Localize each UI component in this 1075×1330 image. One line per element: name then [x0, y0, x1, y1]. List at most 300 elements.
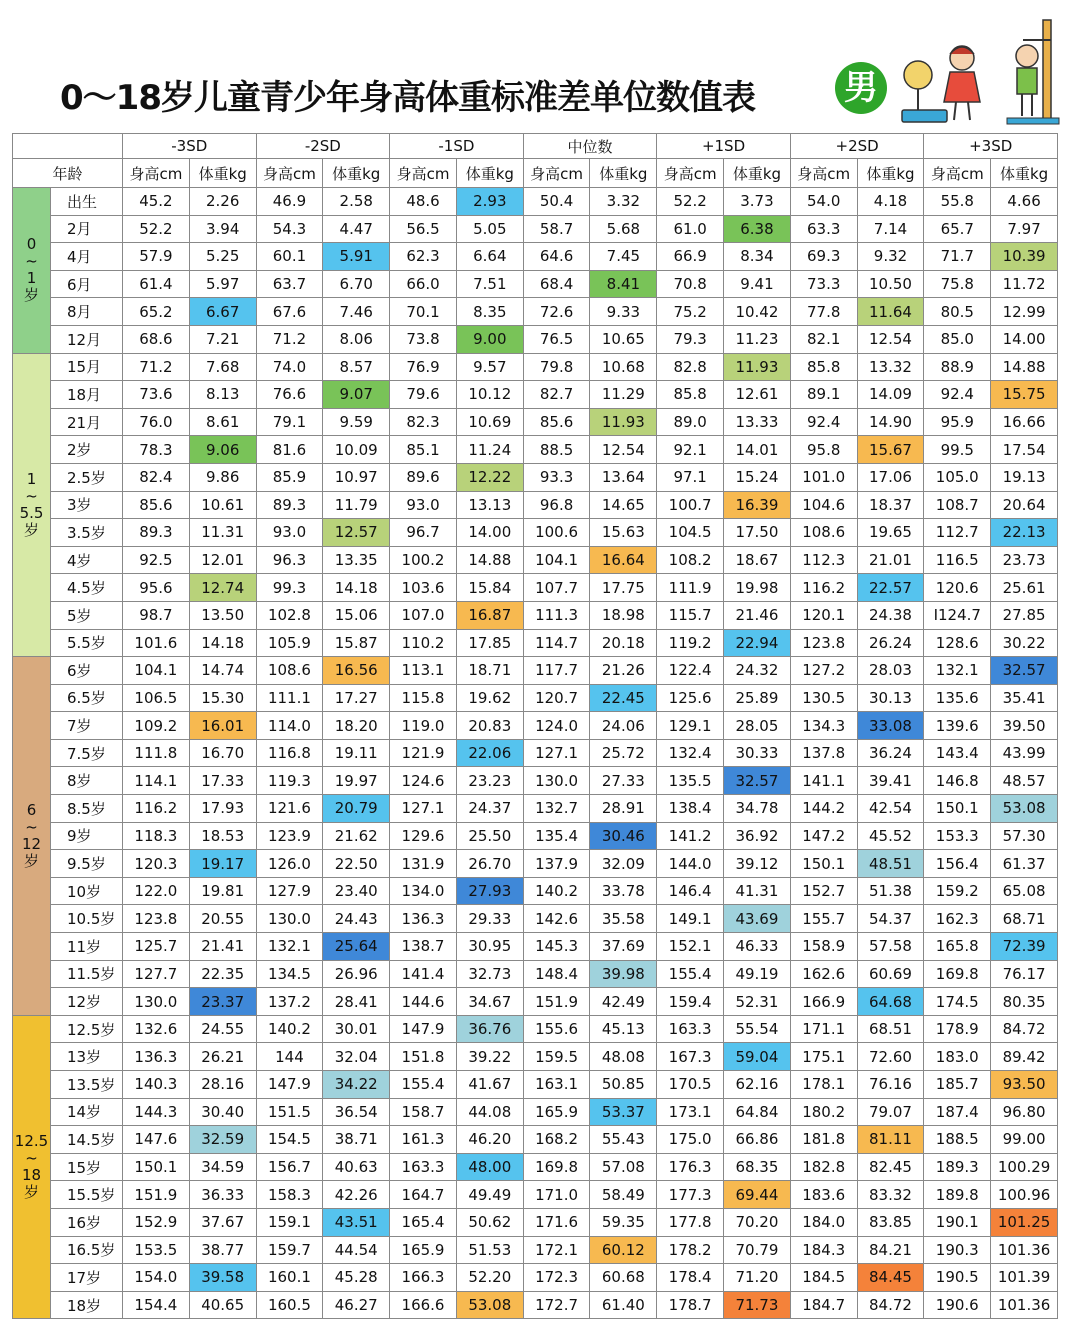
weight-cell: 84.72: [991, 1015, 1058, 1043]
table-row: [13, 353, 1058, 381]
height-cell: 78.3: [123, 436, 190, 464]
age-cell: 6月: [51, 270, 123, 298]
height-cell: 111.9: [657, 574, 724, 602]
weight-cell: 18.53: [189, 822, 256, 850]
weight-cell: 17.33: [189, 767, 256, 795]
height-cell: 82.7: [523, 381, 590, 409]
height-cell: 115.7: [657, 601, 724, 629]
height-cell: 156.4: [924, 850, 991, 878]
weight-cell: 20.18: [590, 629, 657, 657]
height-cell: 136.3: [123, 1043, 190, 1071]
height-cell: 139.6: [924, 712, 991, 740]
age-cell: 13.5岁: [51, 1071, 123, 1099]
weight-cell: 10.61: [189, 491, 256, 519]
height-cell: 108.2: [657, 546, 724, 574]
table-row: [13, 877, 1058, 905]
weight-cell: 53.08: [991, 795, 1058, 823]
weight-cell: 36.92: [724, 822, 791, 850]
height-cell: 60.1: [256, 243, 323, 271]
weight-cell: 15.30: [189, 684, 256, 712]
weight-cell: 39.22: [456, 1043, 523, 1071]
height-column-header: 身高cm: [390, 159, 457, 188]
weight-cell: 57.30: [991, 822, 1058, 850]
height-cell: 116.2: [790, 574, 857, 602]
height-cell: 132.1: [256, 933, 323, 961]
weight-cell: 2.93: [456, 188, 523, 216]
weight-cell: 15.24: [724, 463, 791, 491]
weight-cell: 62.16: [724, 1071, 791, 1099]
height-cell: 122.4: [657, 657, 724, 685]
age-cell: 15岁: [51, 1153, 123, 1181]
height-cell: 103.6: [390, 574, 457, 602]
weight-cell: 54.37: [857, 905, 924, 933]
weight-cell: 20.64: [991, 491, 1058, 519]
height-cell: 71.2: [123, 353, 190, 381]
table-row: [13, 601, 1058, 629]
height-cell: 79.1: [256, 408, 323, 436]
height-cell: 69.3: [790, 243, 857, 271]
weight-cell: 64.84: [724, 1098, 791, 1126]
height-cell: 48.6: [390, 188, 457, 216]
weight-cell: 25.64: [323, 933, 390, 961]
height-cell: 54.0: [790, 188, 857, 216]
height-cell: 61.0: [657, 215, 724, 243]
table-row: [13, 960, 1058, 988]
height-cell: 150.1: [924, 795, 991, 823]
height-cell: 129.6: [390, 822, 457, 850]
weight-cell: 48.51: [857, 850, 924, 878]
height-cell: 159.5: [523, 1043, 590, 1071]
weight-cell: 19.11: [323, 739, 390, 767]
table-row: [13, 1236, 1058, 1264]
height-cell: 132.7: [523, 795, 590, 823]
weight-cell: 59.04: [724, 1043, 791, 1071]
weight-cell: 38.71: [323, 1126, 390, 1154]
height-cell: 104.1: [523, 546, 590, 574]
weight-cell: 14.74: [189, 657, 256, 685]
height-cell: 183.0: [924, 1043, 991, 1071]
height-cell: 190.5: [924, 1264, 991, 1292]
weight-cell: 30.01: [323, 1015, 390, 1043]
height-cell: 111.1: [256, 684, 323, 712]
table-row: [13, 988, 1058, 1016]
height-cell: 143.4: [924, 739, 991, 767]
weight-cell: 14.01: [724, 436, 791, 464]
age-column-header: 年龄: [13, 159, 123, 188]
weight-cell: 89.42: [991, 1043, 1058, 1071]
weight-cell: 39.41: [857, 767, 924, 795]
sd-header: +1SD: [657, 134, 791, 159]
weight-cell: 19.13: [991, 463, 1058, 491]
age-cell: 14岁: [51, 1098, 123, 1126]
weight-cell: 13.32: [857, 353, 924, 381]
height-cell: 114.1: [123, 767, 190, 795]
weight-cell: 24.55: [189, 1015, 256, 1043]
age-cell: 5岁: [51, 601, 123, 629]
age-cell: 3岁: [51, 491, 123, 519]
weight-cell: 34.22: [323, 1071, 390, 1099]
age-cell: 16岁: [51, 1208, 123, 1236]
weight-cell: 68.51: [857, 1015, 924, 1043]
height-cell: 166.3: [390, 1264, 457, 1292]
height-cell: 144: [256, 1043, 323, 1071]
height-cell: 80.5: [924, 298, 991, 326]
weight-cell: 36.76: [456, 1015, 523, 1043]
table-row: [13, 1181, 1058, 1209]
height-cell: 163.1: [523, 1071, 590, 1099]
height-cell: 116.2: [123, 795, 190, 823]
height-cell: 66.0: [390, 270, 457, 298]
height-cell: 137.2: [256, 988, 323, 1016]
weight-cell: 12.22: [456, 463, 523, 491]
height-cell: 100.7: [657, 491, 724, 519]
height-cell: 135.4: [523, 822, 590, 850]
height-cell: 118.3: [123, 822, 190, 850]
height-column-header: 身高cm: [924, 159, 991, 188]
weight-cell: 83.85: [857, 1208, 924, 1236]
weight-cell: 8.06: [323, 325, 390, 353]
height-cell: 182.8: [790, 1153, 857, 1181]
height-cell: 55.8: [924, 188, 991, 216]
height-cell: 190.1: [924, 1208, 991, 1236]
weight-cell: 42.49: [590, 988, 657, 1016]
weight-cell: 45.28: [323, 1264, 390, 1292]
age-cell: 2.5岁: [51, 463, 123, 491]
table-row: [13, 1153, 1058, 1181]
weight-cell: 14.00: [991, 325, 1058, 353]
weight-cell: 39.98: [590, 960, 657, 988]
weight-cell: 34.67: [456, 988, 523, 1016]
weight-cell: 39.50: [991, 712, 1058, 740]
height-cell: 165.4: [390, 1208, 457, 1236]
weight-cell: 30.13: [857, 684, 924, 712]
age-cell: 15.5岁: [51, 1181, 123, 1209]
weight-cell: 17.75: [590, 574, 657, 602]
height-cell: 164.7: [390, 1181, 457, 1209]
height-cell: 114.7: [523, 629, 590, 657]
weight-cell: 13.50: [189, 601, 256, 629]
weight-cell: 8.57: [323, 353, 390, 381]
weight-cell: 22.50: [323, 850, 390, 878]
weight-cell: 40.63: [323, 1153, 390, 1181]
weight-cell: 68.71: [991, 905, 1058, 933]
height-cell: 76.5: [523, 325, 590, 353]
height-cell: 73.8: [390, 325, 457, 353]
weight-cell: 30.95: [456, 933, 523, 961]
height-cell: 125.7: [123, 933, 190, 961]
weight-cell: 8.35: [456, 298, 523, 326]
height-cell: 147.9: [256, 1071, 323, 1099]
weight-cell: 6.38: [724, 215, 791, 243]
weight-cell: 5.25: [189, 243, 256, 271]
weight-cell: 11.24: [456, 436, 523, 464]
height-cell: 155.4: [657, 960, 724, 988]
weight-cell: 18.71: [456, 657, 523, 685]
height-cell: 101.0: [790, 463, 857, 491]
height-cell: 108.6: [256, 657, 323, 685]
weight-cell: 100.29: [991, 1153, 1058, 1181]
height-cell: 165.9: [390, 1236, 457, 1264]
height-cell: 148.4: [523, 960, 590, 988]
height-cell: 85.1: [390, 436, 457, 464]
weight-cell: 34.78: [724, 795, 791, 823]
height-cell: 108.6: [790, 519, 857, 547]
height-cell: 178.2: [657, 1236, 724, 1264]
height-cell: 61.4: [123, 270, 190, 298]
weight-cell: 18.67: [724, 546, 791, 574]
weight-cell: 81.11: [857, 1126, 924, 1154]
height-cell: 189.3: [924, 1153, 991, 1181]
height-cell: 132.6: [123, 1015, 190, 1043]
weight-cell: 25.72: [590, 739, 657, 767]
height-cell: 171.0: [523, 1181, 590, 1209]
age-group-label: 1 ~ 5.5 岁: [13, 353, 51, 657]
weight-cell: 5.91: [323, 243, 390, 271]
table-row: [13, 657, 1058, 685]
height-cell: 96.3: [256, 546, 323, 574]
weight-cell: 61.40: [590, 1291, 657, 1319]
weight-cell: 17.50: [724, 519, 791, 547]
height-cell: 138.4: [657, 795, 724, 823]
height-cell: 70.1: [390, 298, 457, 326]
age-cell: 11.5岁: [51, 960, 123, 988]
height-cell: 85.8: [657, 381, 724, 409]
height-cell: 82.3: [390, 408, 457, 436]
weight-cell: 43.99: [991, 739, 1058, 767]
weight-cell: 25.89: [724, 684, 791, 712]
height-cell: 144.0: [657, 850, 724, 878]
height-cell: 158.7: [390, 1098, 457, 1126]
table-row: [13, 850, 1058, 878]
height-cell: 136.3: [390, 905, 457, 933]
table-row: [13, 1043, 1058, 1071]
weight-cell: 11.79: [323, 491, 390, 519]
weight-cell: 14.18: [323, 574, 390, 602]
height-cell: 76.0: [123, 408, 190, 436]
table-row: [13, 298, 1058, 326]
height-cell: 150.1: [790, 850, 857, 878]
age-cell: 4岁: [51, 546, 123, 574]
height-cell: 160.5: [256, 1291, 323, 1319]
height-cell: 159.1: [256, 1208, 323, 1236]
height-cell: 104.1: [123, 657, 190, 685]
height-cell: 92.5: [123, 546, 190, 574]
height-cell: 114.0: [256, 712, 323, 740]
weight-cell: 2.58: [323, 188, 390, 216]
height-cell: 153.5: [123, 1236, 190, 1264]
height-cell: 168.2: [523, 1126, 590, 1154]
height-cell: 98.7: [123, 601, 190, 629]
weight-cell: 14.90: [857, 408, 924, 436]
height-cell: 159.7: [256, 1236, 323, 1264]
height-cell: 155.7: [790, 905, 857, 933]
height-cell: 106.5: [123, 684, 190, 712]
height-cell: 185.7: [924, 1071, 991, 1099]
weight-cell: 24.43: [323, 905, 390, 933]
weight-column-header: 体重kg: [857, 159, 924, 188]
height-cell: 166.6: [390, 1291, 457, 1319]
weight-column-header: 体重kg: [724, 159, 791, 188]
height-cell: 159.4: [657, 988, 724, 1016]
height-cell: 68.4: [523, 270, 590, 298]
height-cell: 144.2: [790, 795, 857, 823]
height-cell: 135.6: [924, 684, 991, 712]
age-cell: 12.5岁: [51, 1015, 123, 1043]
height-cell: I124.7: [924, 601, 991, 629]
height-cell: 167.3: [657, 1043, 724, 1071]
height-cell: 120.3: [123, 850, 190, 878]
weight-cell: 17.85: [456, 629, 523, 657]
weight-cell: 40.65: [189, 1291, 256, 1319]
weight-cell: 4.47: [323, 215, 390, 243]
height-cell: 85.6: [523, 408, 590, 436]
weight-cell: 11.29: [590, 381, 657, 409]
weight-cell: 55.43: [590, 1126, 657, 1154]
weight-cell: 4.18: [857, 188, 924, 216]
height-cell: 50.4: [523, 188, 590, 216]
weight-cell: 50.62: [456, 1208, 523, 1236]
table-row: [13, 822, 1058, 850]
weight-cell: 12.54: [857, 325, 924, 353]
weight-cell: 76.16: [857, 1071, 924, 1099]
height-cell: 115.8: [390, 684, 457, 712]
weight-cell: 21.41: [189, 933, 256, 961]
height-cell: 184.7: [790, 1291, 857, 1319]
weight-cell: 29.33: [456, 905, 523, 933]
weight-cell: 2.26: [189, 188, 256, 216]
weight-cell: 14.00: [456, 519, 523, 547]
weight-cell: 17.54: [991, 436, 1058, 464]
height-cell: 89.1: [790, 381, 857, 409]
height-cell: 172.1: [523, 1236, 590, 1264]
weight-cell: 32.57: [724, 767, 791, 795]
weight-cell: 84.45: [857, 1264, 924, 1292]
height-cell: 131.9: [390, 850, 457, 878]
table-row: [13, 408, 1058, 436]
weight-cell: 36.33: [189, 1181, 256, 1209]
weight-cell: 19.97: [323, 767, 390, 795]
weight-cell: 36.24: [857, 739, 924, 767]
height-cell: 127.1: [523, 739, 590, 767]
height-cell: 111.8: [123, 739, 190, 767]
weight-cell: 83.32: [857, 1181, 924, 1209]
height-cell: 62.3: [390, 243, 457, 271]
weight-cell: 32.59: [189, 1126, 256, 1154]
weight-cell: 32.73: [456, 960, 523, 988]
age-cell: 8.5岁: [51, 795, 123, 823]
weight-cell: 12.54: [590, 436, 657, 464]
weight-cell: 60.69: [857, 960, 924, 988]
weight-cell: 96.80: [991, 1098, 1058, 1126]
table-row: [13, 712, 1058, 740]
weight-cell: 50.85: [590, 1071, 657, 1099]
height-cell: 71.7: [924, 243, 991, 271]
weight-cell: 70.79: [724, 1236, 791, 1264]
weight-cell: 30.40: [189, 1098, 256, 1126]
height-cell: 92.1: [657, 436, 724, 464]
weight-cell: 9.59: [323, 408, 390, 436]
weight-cell: 51.53: [456, 1236, 523, 1264]
weight-cell: 18.20: [323, 712, 390, 740]
height-cell: 190.3: [924, 1236, 991, 1264]
height-cell: 96.8: [523, 491, 590, 519]
height-cell: 140.3: [123, 1071, 190, 1099]
height-cell: 99.3: [256, 574, 323, 602]
height-cell: 189.8: [924, 1181, 991, 1209]
weight-cell: 41.31: [724, 877, 791, 905]
weight-cell: 7.68: [189, 353, 256, 381]
weight-cell: 15.67: [857, 436, 924, 464]
weight-column-header: 体重kg: [456, 159, 523, 188]
column-header-row: [13, 159, 1058, 188]
age-group-label: 6 ~ 12 岁: [13, 657, 51, 1016]
height-cell: 63.3: [790, 215, 857, 243]
age-cell: 10岁: [51, 877, 123, 905]
table-row: [13, 325, 1058, 353]
height-cell: 89.0: [657, 408, 724, 436]
weight-cell: 11.72: [991, 270, 1058, 298]
weight-cell: 30.22: [991, 629, 1058, 657]
height-cell: 88.9: [924, 353, 991, 381]
weight-cell: 10.65: [590, 325, 657, 353]
age-cell: 9岁: [51, 822, 123, 850]
height-cell: 104.5: [657, 519, 724, 547]
age-cell: 12月: [51, 325, 123, 353]
weight-cell: 9.00: [456, 325, 523, 353]
weight-cell: 28.91: [590, 795, 657, 823]
height-cell: 107.0: [390, 601, 457, 629]
height-cell: 150.1: [123, 1153, 190, 1181]
weight-cell: 7.97: [991, 215, 1058, 243]
weight-cell: 53.08: [456, 1291, 523, 1319]
height-cell: 134.5: [256, 960, 323, 988]
weight-cell: 10.97: [323, 463, 390, 491]
height-cell: 152.1: [657, 933, 724, 961]
weight-cell: 64.68: [857, 988, 924, 1016]
table-row: [13, 1264, 1058, 1292]
weight-cell: 101.39: [991, 1264, 1058, 1292]
weight-cell: 13.35: [323, 546, 390, 574]
height-cell: 46.9: [256, 188, 323, 216]
height-cell: 137.9: [523, 850, 590, 878]
height-cell: 160.1: [256, 1264, 323, 1292]
height-cell: 140.2: [256, 1015, 323, 1043]
weight-cell: 16.87: [456, 601, 523, 629]
height-cell: 163.3: [390, 1153, 457, 1181]
height-cell: 141.1: [790, 767, 857, 795]
weight-cell: 60.12: [590, 1236, 657, 1264]
age-cell: 4月: [51, 243, 123, 271]
weight-cell: 23.37: [189, 988, 256, 1016]
age-cell: 3.5岁: [51, 519, 123, 547]
weight-cell: 72.39: [991, 933, 1058, 961]
age-cell: 5.5岁: [51, 629, 123, 657]
age-group-label: 0 ~ 1 岁: [13, 188, 51, 354]
height-cell: 89.3: [123, 519, 190, 547]
height-cell: 152.9: [123, 1208, 190, 1236]
table-row: [13, 243, 1058, 271]
height-cell: 190.6: [924, 1291, 991, 1319]
age-cell: 18月: [51, 381, 123, 409]
weight-cell: 22.35: [189, 960, 256, 988]
weight-cell: 37.69: [590, 933, 657, 961]
table-row: [13, 215, 1058, 243]
height-cell: 72.6: [523, 298, 590, 326]
table-row: [13, 1126, 1058, 1154]
table-row: [13, 933, 1058, 961]
height-cell: 76.6: [256, 381, 323, 409]
weight-cell: 9.86: [189, 463, 256, 491]
